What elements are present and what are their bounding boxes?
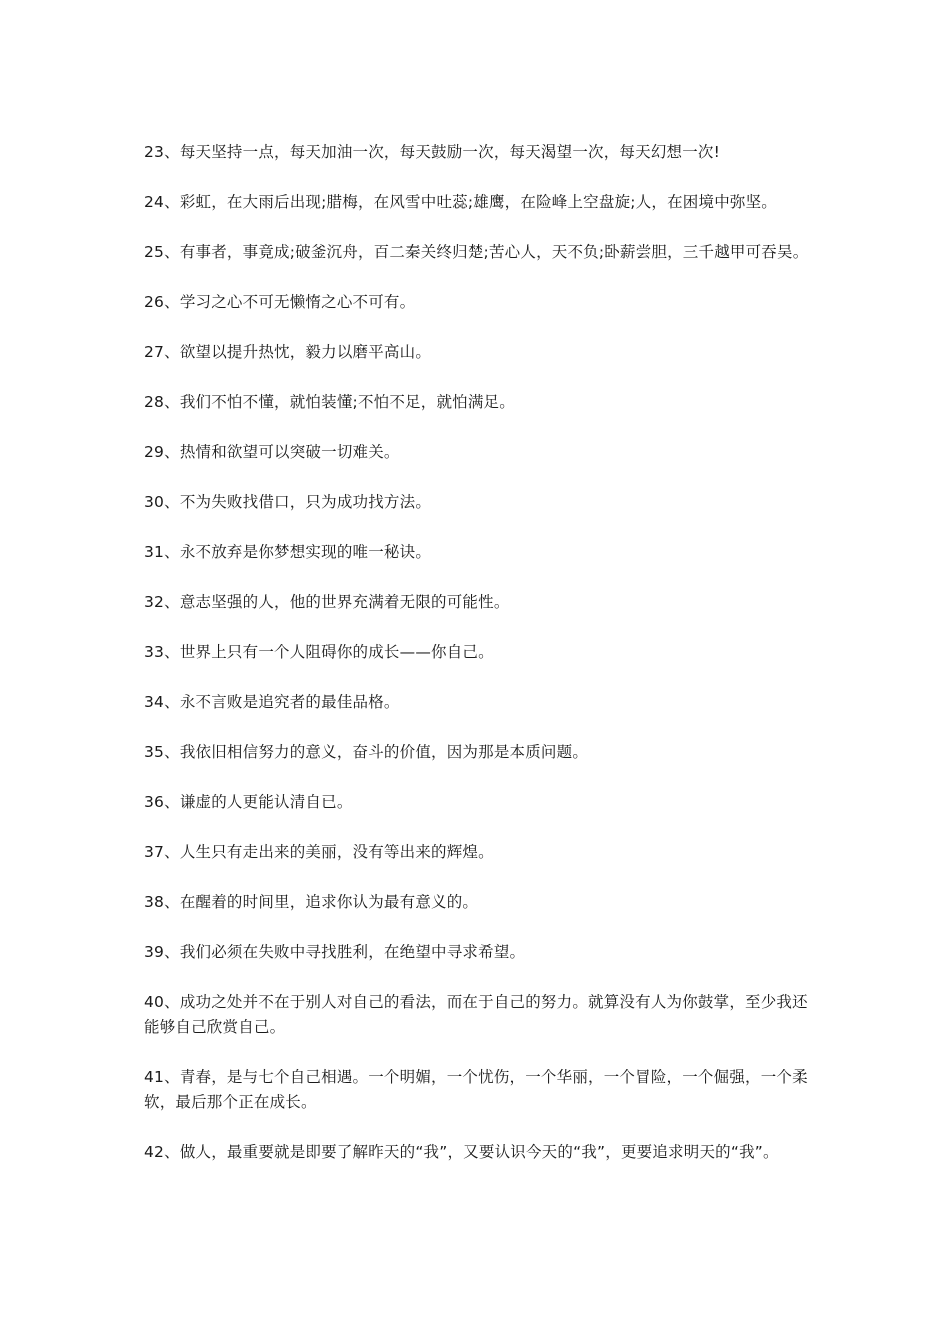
quote-item: 39、我们必须在失败中寻找胜利，在绝望中寻求希望。: [144, 943, 526, 961]
quote-item: 40、成功之处并不在于别人对自己的看法，而在于自己的努力。就算没有人为你鼓掌，至少我还能够自己欣赏自己。: [144, 993, 808, 1036]
quote-item: 27、欲望以提升热忱，毅力以磨平高山。: [144, 343, 432, 361]
quote-item: 33、世界上只有一个人阻碍你的成长——你自己。: [144, 643, 494, 661]
quote-list: [144, 140, 809, 1190]
quote-item: 26、学习之心不可无懒惰之心不可有。: [144, 293, 416, 311]
quote-item: 32、意志坚强的人，他的世界充满着无限的可能性。: [144, 593, 510, 611]
quote-item: 37、人生只有走出来的美丽，没有等出来的辉煌。: [144, 843, 494, 861]
quote-item: 28、我们不怕不懂，就怕装懂;不怕不足，就怕满足。: [144, 393, 515, 411]
quote-item: 35、我依旧相信努力的意义，奋斗的价值，因为那是本质问题。: [144, 743, 589, 761]
quote-item: 30、不为失败找借口，只为成功找方法。: [144, 493, 432, 511]
quote-item: 41、青春，是与七个自己相遇。一个明媚，一个忧伤，一个华丽，一个冒险，一个倔强，一个柔软，最后那个正在成长。: [144, 1068, 808, 1111]
quote-item: 42、做人，最重要就是即要了解昨天的“我”，又要认识今天的“我”，更要追求明天的“我”。: [144, 1143, 779, 1161]
quote-item: 34、永不言败是追究者的最佳品格。: [144, 693, 400, 711]
quote-item: 23、每天坚持一点，每天加油一次，每天鼓励一次，每天渴望一次，每天幻想一次!: [144, 143, 721, 161]
quote-item: 25、有事者，事竟成;破釜沉舟，百二秦关终归楚;苦心人，天不负;卧薪尝胆，三千越甲可吞吴。: [144, 243, 809, 261]
quote-item: 31、永不放弃是你梦想实现的唯一秘诀。: [144, 543, 432, 561]
quote-item: 38、在醒着的时间里，追求你认为最有意义的。: [144, 893, 479, 911]
quote-item: 24、彩虹，在大雨后出现;腊梅，在风雪中吐蕊;雄鹰，在险峰上空盘旋;人，在困境中弥坚。: [144, 193, 777, 211]
quote-item: 29、热情和欲望可以突破一切难关。: [144, 443, 400, 461]
quote-item: 36、谦虚的人更能认清自已。: [144, 793, 353, 811]
